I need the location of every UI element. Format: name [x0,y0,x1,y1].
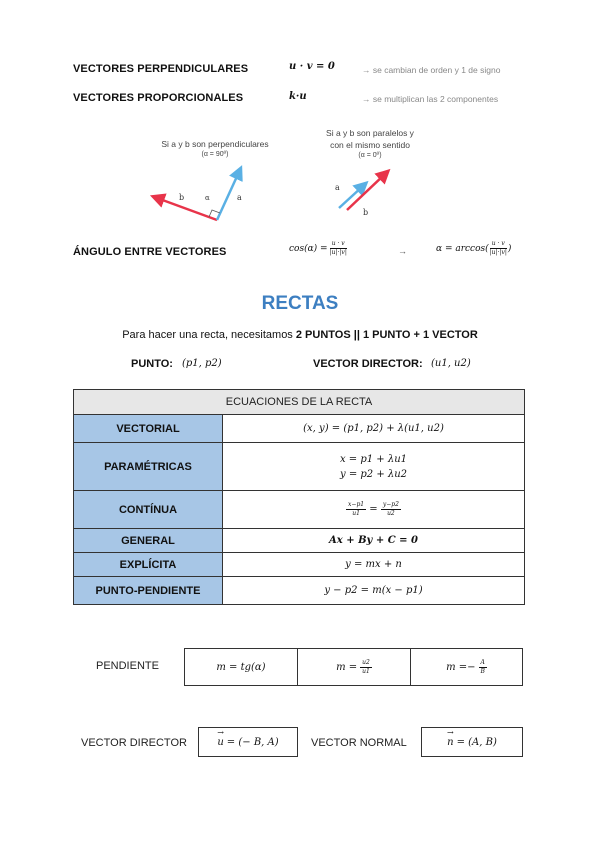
vector-director-value: (u1, u2) [431,358,471,369]
param-y: y = p2 + λu2 [339,468,408,480]
pendiente-f2-den: u1 [362,667,370,675]
arccos-num: u · v [491,240,505,247]
punto-value: (p1, p2) [182,358,222,369]
row-formula-punto-pendiente: y − p2 = m(x − p1) [223,577,525,605]
prop-note: → se multiplican las 2 componentes [362,94,499,104]
angulo-label: ÁNGULO ENTRE VECTORES [73,246,227,258]
row-formula-vectorial: (x, y) = (p1, p2) + λ(u1, u2) [223,415,525,443]
cos-formula [289,241,347,256]
punto-label: PUNTO: [131,358,173,370]
vector-a-arrow [217,172,239,220]
arccos-right: ) [507,243,512,254]
par-diagram-caption-2: con el mismo sentido [330,140,410,150]
row-name-continua: CONTÍNUA [74,491,223,529]
vd-formula: = (− B, A) [226,736,279,748]
angulo-arrow: → [398,246,407,256]
continua-den-1: u1 [352,510,360,517]
ecuaciones-table [73,389,525,605]
pendiente-f2-frac [360,660,372,675]
perp-note: → se cambian de orden y 1 de signo [362,65,501,75]
continua-num-1: x−p1 [348,501,365,508]
cos-num: u · v [331,240,345,247]
perp-label-alpha: α [205,194,210,202]
pendiente-f3-left: m =− [446,661,476,673]
perp-label: VECTORES PERPENDICULARES [73,63,249,75]
intro-bold: 2 PUNTOS || 1 PUNTO + 1 VECTOR [295,329,478,341]
continua-frac-1 [346,502,366,517]
table-row [74,415,525,443]
arccos-left: α = arccos( [436,243,489,254]
pendiente-label: PENDIENTE [96,660,159,672]
continua-den-2: u2 [387,510,395,517]
row-name-parametricas: PARAMÉTRICAS [74,443,223,491]
prop-formula: k·u [289,91,307,102]
vector-director-label: VECTOR DIRECTOR: [313,358,423,370]
row-name-punto-pendiente: PUNTO-PENDIENTE [74,577,223,605]
par-label-b: b [363,208,369,217]
par-diagram-caption-1: Si a y b son paralelos y [326,128,414,138]
row-formula-continua: $\frac{x-p1}{u1}$ = $\frac{y-p2}{u2}$ [223,491,525,529]
continua-frac-2 [381,502,401,517]
prop-label: VECTORES PROPORCIONALES [73,92,244,104]
table-row [74,443,525,491]
vd-symbol: → u [217,737,223,748]
row-formula-explicita: y = mx + n [223,553,525,577]
table-row [74,491,525,529]
vector-director-recta-label: VECTOR DIRECTOR [81,737,187,749]
perp-label-a: a [237,193,242,202]
pendiente-box-2 [297,648,411,686]
row-name-vectorial: VECTORIAL [74,415,223,443]
vn-formula: = (A, B) [456,736,497,748]
rectas-intro [0,329,600,341]
row-formula-general: Ax + By + C = 0 [223,529,525,553]
row-formula-parametricas [223,443,525,491]
vn-symbol: → n [447,737,453,748]
intro-plain: Para hacer una recta, necesitamos [122,329,296,341]
table-row [74,553,525,577]
perp-formula: u · v = 0 [289,61,335,72]
arccos-den: |u|·|v| [489,249,507,256]
vector-normal-box [421,727,523,757]
vector-director-box [198,727,298,757]
arccos-fraction [490,241,507,256]
rectas-title: RECTAS [261,293,339,314]
pendiente-box-1: m = tg(α) [184,648,298,686]
perp-diagram-caption: Si a y b son perpendiculares [161,139,269,149]
cos-fraction [330,241,347,256]
par-label-a: a [335,183,340,192]
param-x: x = p1 + λu1 [339,453,408,465]
row-name-general: GENERAL [74,529,223,553]
vector-normal-label: VECTOR NORMAL [311,737,407,749]
cos-den: |u|·|v| [329,249,347,256]
row-name-explicita: EXPLÍCITA [74,553,223,577]
par-diagram-sub: (α = 0º) [358,152,382,159]
pendiente-f2-left: m = [336,661,358,673]
cos-left: cos(α) = [289,243,328,254]
continua-num-2: y−p2 [382,501,399,508]
perpendicular-diagram [145,160,255,230]
table-row [74,577,525,605]
parallel-diagram [325,160,405,220]
perp-label-b: b [179,193,185,202]
pendiente-f2-num: u2 [362,658,370,666]
vector-b-parallel-arrow [347,174,385,210]
table-header: ECUACIONES DE LA RECTA [74,390,525,415]
pendiente-box-3 [410,648,523,686]
pendiente-f3-num: A [480,658,485,666]
perp-diagram-sub: (α = 90º) [201,151,229,158]
pendiente-f3-den: B [480,667,485,675]
table-row [74,529,525,553]
pendiente-f3-frac [479,660,487,675]
arccos-formula [436,241,511,256]
